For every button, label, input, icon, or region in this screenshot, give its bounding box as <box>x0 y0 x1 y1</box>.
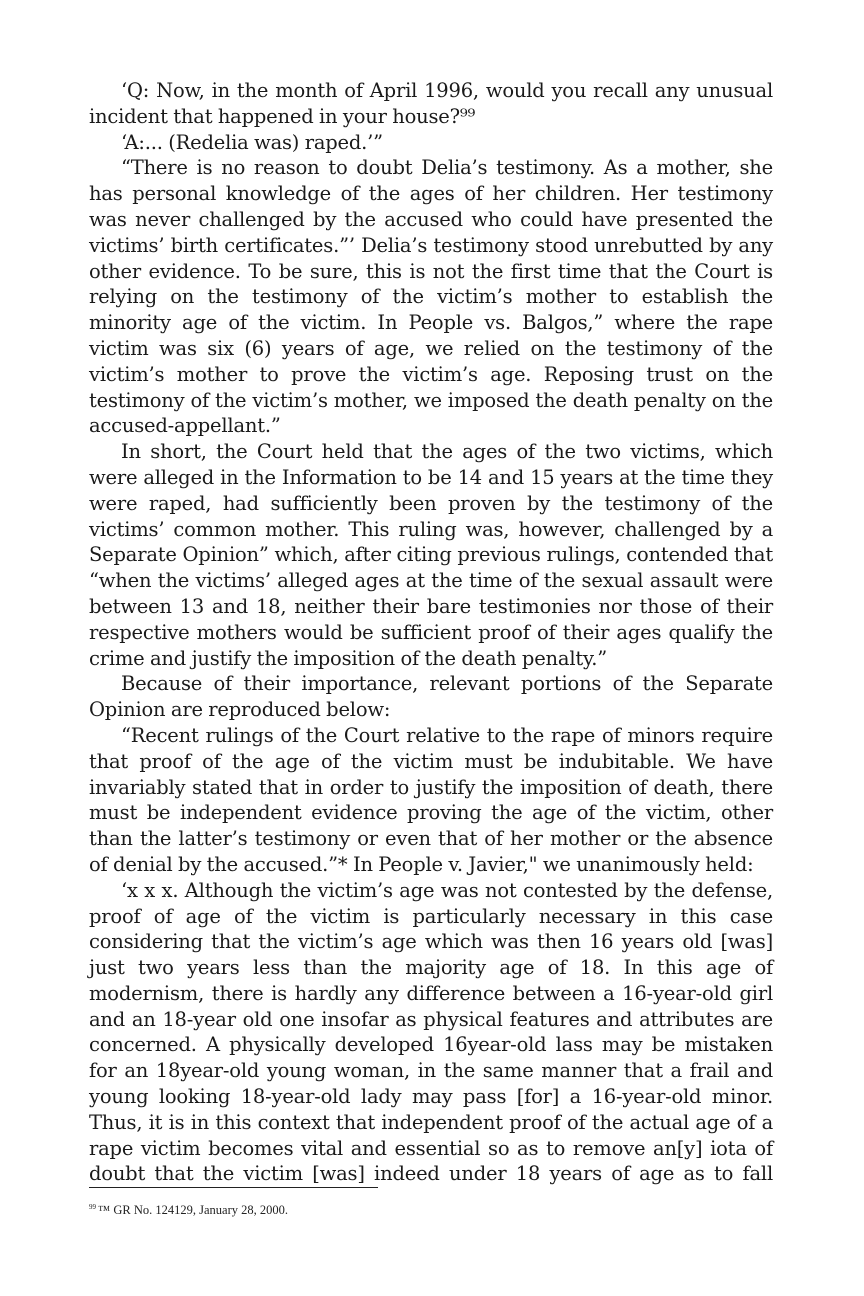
footnote <box>89 1199 288 1218</box>
paragraph-delia-testimony: “There is no reason to doubt Delia’s testimony. As a mother, she has personal knowledge of the ages of her children. Her testimony was never challenged by the accused who could have presented the victims’ birth certificates.”’ Delia’s testimony stood unrebutted by any other evidence. To be sure, this is not the first time that the Court is relying on the testimony of the victim’s mother to establish the minority age of the victim. In People vs. Balgos,” where the rape victim was six (6) years of age, we relied on the testimony of the victim’s mother to prove the victim’s age. Reposing trust on the testimony of the victim’s mother, we imposed the death penalty on the accused-appellant.” <box>89 156 773 438</box>
footnote-text: ™ GR No. 124129, January 28, 2000. <box>98 1203 289 1217</box>
paragraph-javier-quote: ‘x x x. Although the victim’s age was not contested by the defense, proof of age of the victim is particularly necessary in this case considering that the victim’s age which was then 16 years old [was] just two years less than the majority age of 18. In this age of modernism, there is hardly any difference between a 16-year-old girl and an 18-year old one insofar as physical features and attributes are concerned. A physically developed 16year-old lass may be mistaken for an 18year-old young woman, in the same manner that a frail and young looking 18-year-old lady may pass [for] a 16-year-old minor. Thus, it is in this context that independent proof of the actual age of a rape victim becomes vital and essential so as to remove an[y] iota of doubt that the victim [was] indeed under 18 years of age as to fall <box>89 878 773 1186</box>
paragraph-recent-rulings: “Recent rulings of the Court relative to the rape of minors require that proof of the age of the victim must be indubitable. We have invariably stated that in order to justify the imposition of death, there must be independent evidence proving the age of the victim, other than the latter’s testimony or even that of her mother or the absence of denial by the accused.”* In People v. Javier," we unanimously held: <box>89 723 773 876</box>
page-body <box>89 78 773 1187</box>
paragraph-q-question: ‘Q: Now, in the month of April 1996, would you recall any unusual incident that happened in your house?⁹⁹ <box>89 79 773 128</box>
footnote-divider <box>89 1187 378 1188</box>
footnote-marker: 99 <box>89 1203 96 1211</box>
paragraph-a-answer: ‘A:... (Redelia was) raped.’” <box>121 130 383 154</box>
paragraph-importance: Because of their importance, relevant portions of the Separate Opinion are reproduced below: <box>89 672 773 722</box>
paragraph-court-held: In short, the Court held that the ages of the two victims, which were alleged in the Information to be 14 and 15 years at the time they were raped, had sufficiently been proven by the testimony of the victims’ common mother. This ruling was, however, challenged by a Separate Opinion” which, after citing previous rulings, contended that “when the victims’ alleged ages at the time of the sexual assault were between 13 and 18, neither their bare testimonies nor those of their respective mothers would be sufficient proof of their ages qualify the crime and justify the imposition of the death penalty.” <box>89 440 773 670</box>
